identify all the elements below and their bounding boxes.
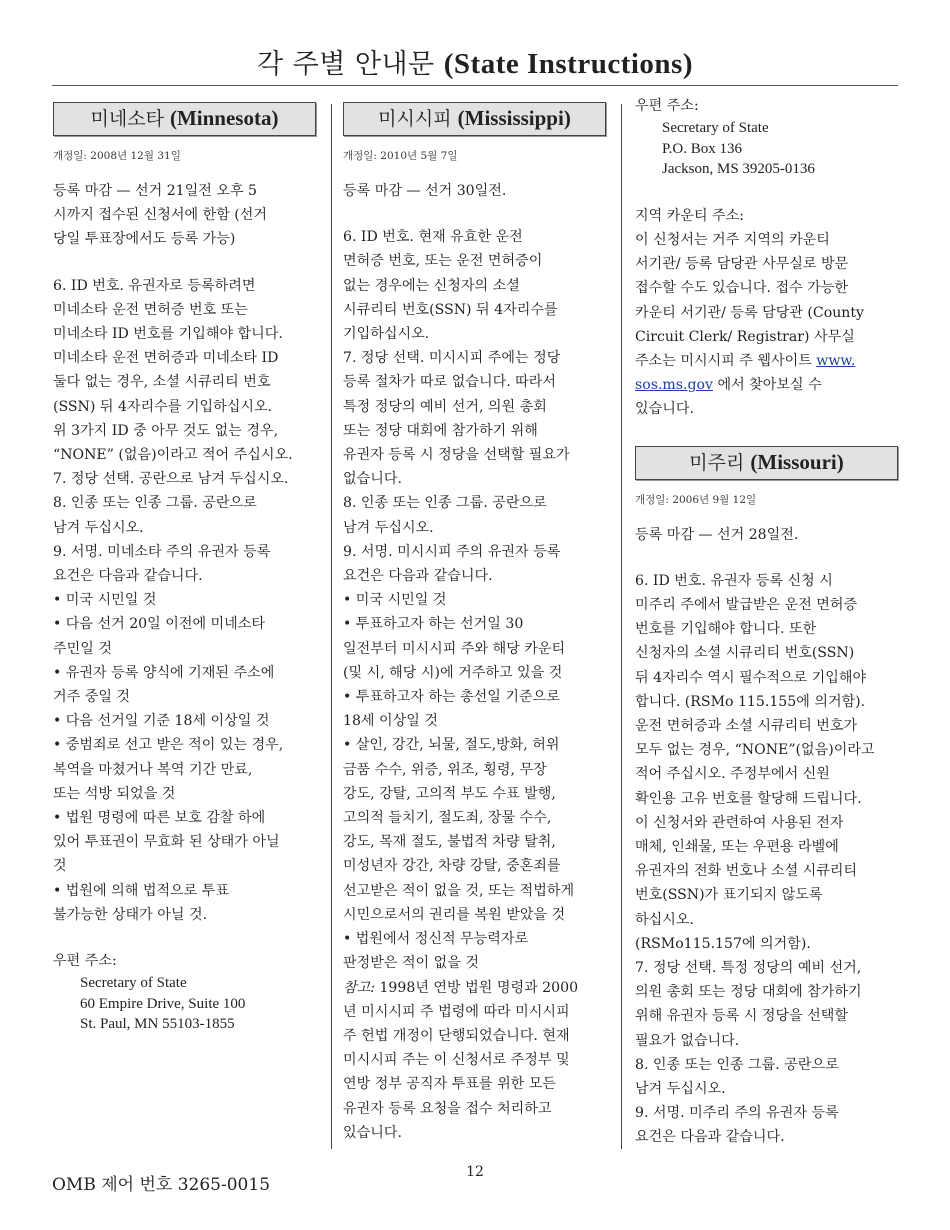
missouri-header (635, 446, 898, 480)
minnesota-item-signature: 9. 서명. 미네소타 주의 유권자 등록 요건은 다음과 같습니다. (53, 543, 271, 585)
minnesota-requirement: • 유권자 등록 양식에 기재된 주소에 거주 중일 것 (53, 664, 275, 706)
mississippi-item-race: 8. 인종 또는 인종 그룹. 공란으로 남겨 두십시오. (343, 495, 547, 536)
missouri-name-ko: 미주리 (689, 451, 745, 474)
omb-control-number: OMB 제어 번호 3265-0015 (52, 1175, 271, 1195)
minnesota-requirement: • 미국 시민일 것 (53, 592, 157, 609)
mississippi-requirement: • 투표하고자 하는 선거일 30 일전부터 미시시피 주와 해당 카운티 (및 시, 해당 시)에 거주하고 있을 것 (343, 616, 566, 681)
minnesota-item-id: 6. ID 번호. 유권자로 등록하려면 미네소타 운전 면허증 번호 또는 미네소타 ID 번호를 기입해야 합니다. 미네소타 운전 면허증과 미네소타 ID 둘다 없는 경우, 소셜 시큐리티 번호 (SSN) 뒤 4자리수를 기입하십시오. 위 3가지 ID 중 아무 것도 없는 경우, “NONE” (없음)이라고 적어 주십시오. (53, 277, 293, 464)
missouri-item-race: 8. 인종 또는 인종 그룹. 공란으로 남겨 두십시오. (635, 1056, 839, 1097)
minnesota-requirement: • 중범죄로 선고 받은 적이 있는 경우, 복역을 마쳤거나 복역 기간 만료, 또는 석방 되었을 것 (53, 737, 284, 802)
sos-ms-website-link[interactable]: www. sos.ms.gov (635, 352, 856, 394)
address-line: St. Paul, MN 55103-1855 (80, 1016, 235, 1033)
mississippi-requirement: • 살인, 강간, 뇌물, 절도,방화, 허위 금품 수수, 위증, 위조, 횡령, 무장 강도, 강탈, 고의적 부도 수표 발행, 고의적 들치기, 절도죄, 장물 수수, 강도, 목재 절도, 불법적 차량 탈취, 미성년자 강간, 차량 강탈, 중혼죄를 선고받은 적이 없을 것, 또는 적법하게 시민으로서의 권리를 복원 받았을 것 (343, 737, 575, 923)
title-divider (52, 85, 898, 86)
minnesota-name-ko: 미네소타 (90, 108, 164, 130)
mississippi-requirement: • 법원에서 정신적 무능력자로 판정받은 적이 없을 것 (343, 931, 529, 972)
minnesota-item-party: 7. 정당 선택. 공란으로 남겨 두십시오. (53, 471, 289, 488)
mississippi-missouri-column (635, 100, 901, 1150)
missouri-item-signature: 9. 서명. 미주리 주의 유권자 등록 요건은 다음과 같습니다. (635, 1105, 839, 1146)
mississippi-address (635, 118, 901, 180)
mississippi-name-en: (Mississippi) (457, 106, 571, 130)
note-label: 참고: (343, 979, 375, 996)
address-line: P.O. Box 136 (662, 140, 743, 157)
mississippi-header (343, 102, 606, 136)
mississippi-requirement: • 미국 시민일 것 (343, 592, 447, 609)
minnesota-header (53, 102, 316, 136)
note-text: 1998년 연방 법원 명령과 2000 년 미시시피 주 법령에 따라 미시시피 주 헌법 개정이 단행되었습니다. 현재 미시시피 주는 이 신청서로 주정부 및 연방 정부 공직자 투표를 위한 모든 유권자 등록 요청을 접수 처리하고 있습니다. (343, 979, 579, 1141)
missouri-deadline: 등록 마감 — 선거 28일전. (635, 526, 799, 543)
mississippi-county-label: 지역 카운티 주소: (635, 207, 745, 224)
minnesota-name-en: (Minnesota) (169, 106, 279, 130)
mississippi-name-ko: 미시시피 (378, 108, 452, 130)
county-text: 이 신청서는 거주 지역의 카운티 서기관/ 등록 담당관 사무실로 방문 접수할 수도 있습니다. 접수 가능한 카운티 서기관/ 등록 담당관 (County Circuit Clerk/ Registrar) 사무실 주소는 미시시피 주 웹사이트 (635, 231, 864, 369)
minnesota-column (53, 100, 319, 1035)
address-line: 60 Empire Drive, Suite 100 (80, 995, 246, 1012)
mississippi-mail-label: 우편 주소: (635, 98, 699, 114)
mississippi-deadline: 등록 마감 — 선거 30일전. (343, 183, 507, 199)
missouri-item-party: 7. 정당 선택. 특정 정당의 예비 선거, 의원 총회 또는 정당 대회에 참가하기 위해 유권자 등록 시 정당을 선택할 필요가 없습니다. (635, 959, 862, 1049)
mississippi-item-id: 6. ID 번호. 현재 유효한 운전 면허증 번호, 또는 운전 면허증이 없는 경우에는 신청자의 소셜 시큐리티 번호(SSN) 뒤 4자리수를 기입하십시오. (343, 229, 558, 343)
mississippi-revised-date: 개정일: 2010년 5월 7일 (343, 150, 458, 162)
page-title (0, 42, 950, 81)
minnesota-requirement: • 다음 선거일 기준 18세 이상일 것 (53, 713, 270, 730)
minnesota-revised-date: 개정일: 2008년 12월 31일 (53, 150, 181, 162)
address-line: Secretary of State (80, 975, 187, 992)
mississippi-requirement: • 투표하고자 하는 총선일 기준으로 18세 이상일 것 (343, 689, 560, 730)
missouri-name-en: (Missouri) (750, 449, 844, 474)
minnesota-mail-label: 우편 주소: (53, 953, 117, 970)
address-line: Jackson, MS 39205-0136 (662, 161, 815, 178)
column-divider-1 (331, 104, 332, 1149)
page-number: 12 (466, 1164, 484, 1180)
minnesota-address (53, 973, 319, 1035)
column-divider-2 (621, 104, 622, 1149)
minnesota-item-race: 8. 인종 또는 인종 그룹. 공란으로 남겨 두십시오. (53, 495, 257, 536)
minnesota-requirement: • 법원 명령에 따른 보호 감찰 하에 있어 투표권이 무효화 된 상태가 아닐 것 (53, 810, 280, 875)
missouri-item-id: 6. ID 번호. 유권자 등록 신청 시 미주리 주에서 발급받은 운전 면허증 번호를 기입해야 합니다. 또한 신청자의 소셜 시큐리티 번호(SSN) 뒤 4자리수 역시 필수적으로 기입해야 합니다. (RSMo 115.155에 의거함). 운전 면허증과 소셜 시큐리티 번호가 모두 없는 경우, “NONE”(없음)이라고 적어 주십시오. 주정부에서 신원 확인용 고유 번호를 할당해 드립니다. 이 신청서와 관련하여 사용된 전자 매체, 인쇄물, 또는 우편용 라벨에 유권자의 전화 번호나 소셜 시큐리티 번호(SSN)가 표기되지 않도록 하십시오. (RSMo115.157에 의거함). (635, 572, 875, 952)
mississippi-item-party: 7. 정당 선택. 미시시피 주에는 정당 등록 절차가 따로 없습니다. 따라서 특정 정당의 예비 선거, 의원 총회 또는 정당 대회에 참가하기 위해 유권자 등록 시 정당을 선택할 필요가 없습니다. (343, 350, 570, 488)
mississippi-column (343, 100, 609, 1145)
page-title-korean: 각 주별 안내문 (256, 49, 435, 80)
mississippi-county-text (635, 228, 901, 422)
minnesota-requirement: • 법원에 의해 법적으로 투표 불가능한 상태가 아닐 것. (53, 882, 229, 923)
page-title-english: (State Instructions) (443, 48, 693, 80)
county-text-tail: 에서 찾아보실 수 있습니다. (635, 377, 822, 418)
mississippi-note (343, 976, 609, 1145)
address-line: Secretary of State (662, 120, 769, 137)
minnesota-requirement: • 다음 선거 20일 이전에 미네소타 주민일 것 (53, 616, 266, 657)
mississippi-item-signature: 9. 서명. 미시시피 주의 유권자 등록 요건은 다음과 같습니다. (343, 543, 561, 585)
missouri-revised-date: 개정일: 2006년 9월 12일 (635, 493, 757, 506)
minnesota-deadline: 등록 마감 — 선거 21일전 오후 5 시까지 접수된 신청서에 한함 (선거 당일 투표장에서도 등록 가능) (53, 183, 268, 248)
